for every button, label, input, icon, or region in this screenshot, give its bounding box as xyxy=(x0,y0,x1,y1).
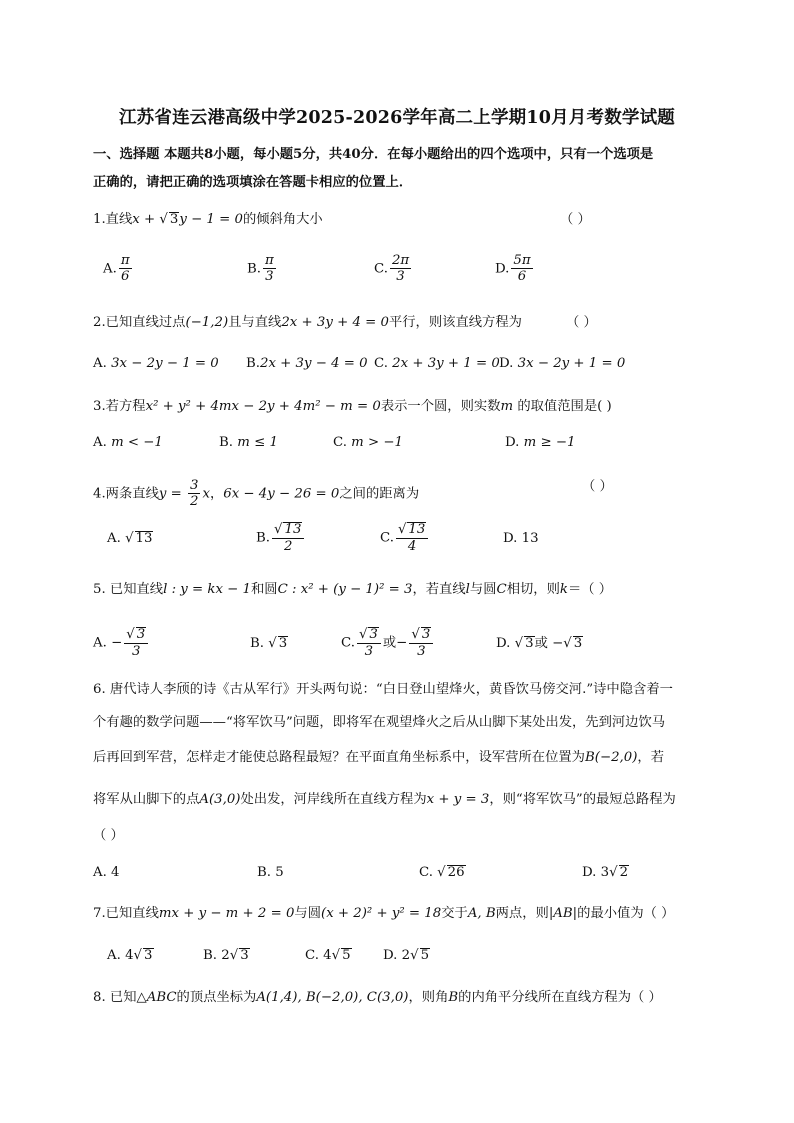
question-5-stem: 5. 已知直线l : y = kx − 1和圆C : x² + (y − 1)² = 3，若直线l与圆C相切，则k＝（ ） xyxy=(93,582,613,597)
option-b: B. m ≤ 1 xyxy=(219,435,278,450)
question-1-stem: 1.直线x + √ 3y − 1 = 0的倾斜角大小 xyxy=(93,212,323,227)
option-a: A. m < −1 xyxy=(93,435,163,450)
question-2-stem: 2.已知直线过点(−1,2)且与直线2x + 3y + 4 = 0平行，则该直线方程为 xyxy=(93,315,522,330)
answer-paren: （ ） xyxy=(93,828,124,843)
option-c: C. $\frac{√ 3}{3}$ 或− $\frac{√ 3}{3}$ xyxy=(341,627,435,659)
option-a: A. − $\frac{√ 3}{3}$ xyxy=(93,627,150,659)
answer-paren: （ ） xyxy=(560,212,591,227)
exam-title: 江苏省连云港高级中学2025-2026学年高二上学期10月月考数学试题 xyxy=(118,108,676,128)
option-d: D. $\frac{5\pi}{6}$ xyxy=(495,253,531,285)
option-c: C. $\frac{2\pi}{3}$ xyxy=(374,253,410,285)
question-6-line-1: 6. 唐代诗人李颀的诗《古从军行》开头两句说：“白日登山望烽火，黄昏饮马傍交河.”诗中隐含着一 xyxy=(93,682,673,697)
option-b: B. $\frac{√ 13}{2}$ xyxy=(256,522,306,554)
option-c: C. m > −1 xyxy=(333,435,403,450)
option-b: B.2x + 3y − 4 = 0 xyxy=(246,356,368,371)
question-6-line-2: 个有趣的数学问题——“将军饮马”问题，即将军在观望烽火之后从山脚下某处出发，先到河边饮马 xyxy=(93,715,666,730)
option-b: B. $\frac{\pi}{3}$ xyxy=(247,253,274,285)
option-b: B. √ 3 xyxy=(250,636,288,651)
option-b: B. 2√ 3 xyxy=(203,948,249,963)
option-a: A. 4√ 3 xyxy=(107,948,153,963)
question-4-stem: 4.两条直线y = $\frac{3}{2}$ x，6x − 4y − 26 = 0之间的距离为 xyxy=(93,478,420,510)
option-a: A. $\frac{\pi}{6}$ xyxy=(103,253,130,285)
option-d: D. √ 3或 −√ 3 xyxy=(496,636,583,651)
option-d: D. 13 xyxy=(503,531,539,546)
option-b: B. 5 xyxy=(257,865,284,880)
answer-paren: （ ） xyxy=(582,479,613,494)
option-a: A. 3x − 2y − 1 = 0 xyxy=(93,356,219,371)
question-8-stem: 8. 已知△ABC的顶点坐标为A(1,4), B(−2,0), C(3,0)，则角B的内角平分线所在直线方程为（ ） xyxy=(93,990,662,1005)
option-c: C. √ 26 xyxy=(419,865,465,880)
option-c: C. 2x + 3y + 1 = 0 xyxy=(374,356,500,371)
section-heading-cont: 正确的，请把正确的选项填涂在答题卡相应的位置上． xyxy=(93,175,413,190)
option-d: D. 3√ 2 xyxy=(582,865,629,880)
question-6-line-3: 后再回到军营，怎样走才能使总路程最短？在平面直角坐标系中，设军营所在位置为B(−2,0)，若 xyxy=(93,750,665,765)
option-d: D. 2√ 5 xyxy=(383,948,430,963)
question-6-line-4: 将军从山脚下的点A(3,0)处出发，河岸线所在直线方程为x + y = 3，则“将军饮马”的最短总路程为 xyxy=(93,792,676,807)
option-a: A. √ 13 xyxy=(107,531,153,546)
option-c: C. 4√ 5 xyxy=(305,948,351,963)
option-d: D. m ≥ −1 xyxy=(505,435,576,450)
option-c: C. $\frac{√ 13}{4}$ xyxy=(380,522,430,554)
section-heading: 一、选择题 本题共8小题，每小题5分，共40分．在每小题给出的四个选项中，只有一个选项是 xyxy=(93,147,654,162)
option-a: A. 4 xyxy=(93,865,120,880)
answer-paren: （ ） xyxy=(566,315,597,330)
question-7-stem: 7.已知直线mx + y − m + 2 = 0与圆(x + 2)² + y² = 18交于A, B两点，则|AB|的最小值为（ ） xyxy=(93,906,675,921)
question-3-stem: 3.若方程x² + y² + 4mx − 2y + 4m² − m = 0表示一个圆，则实数m 的取值范围是( ) xyxy=(93,399,612,414)
option-d: D. 3x − 2y + 1 = 0 xyxy=(499,356,626,371)
